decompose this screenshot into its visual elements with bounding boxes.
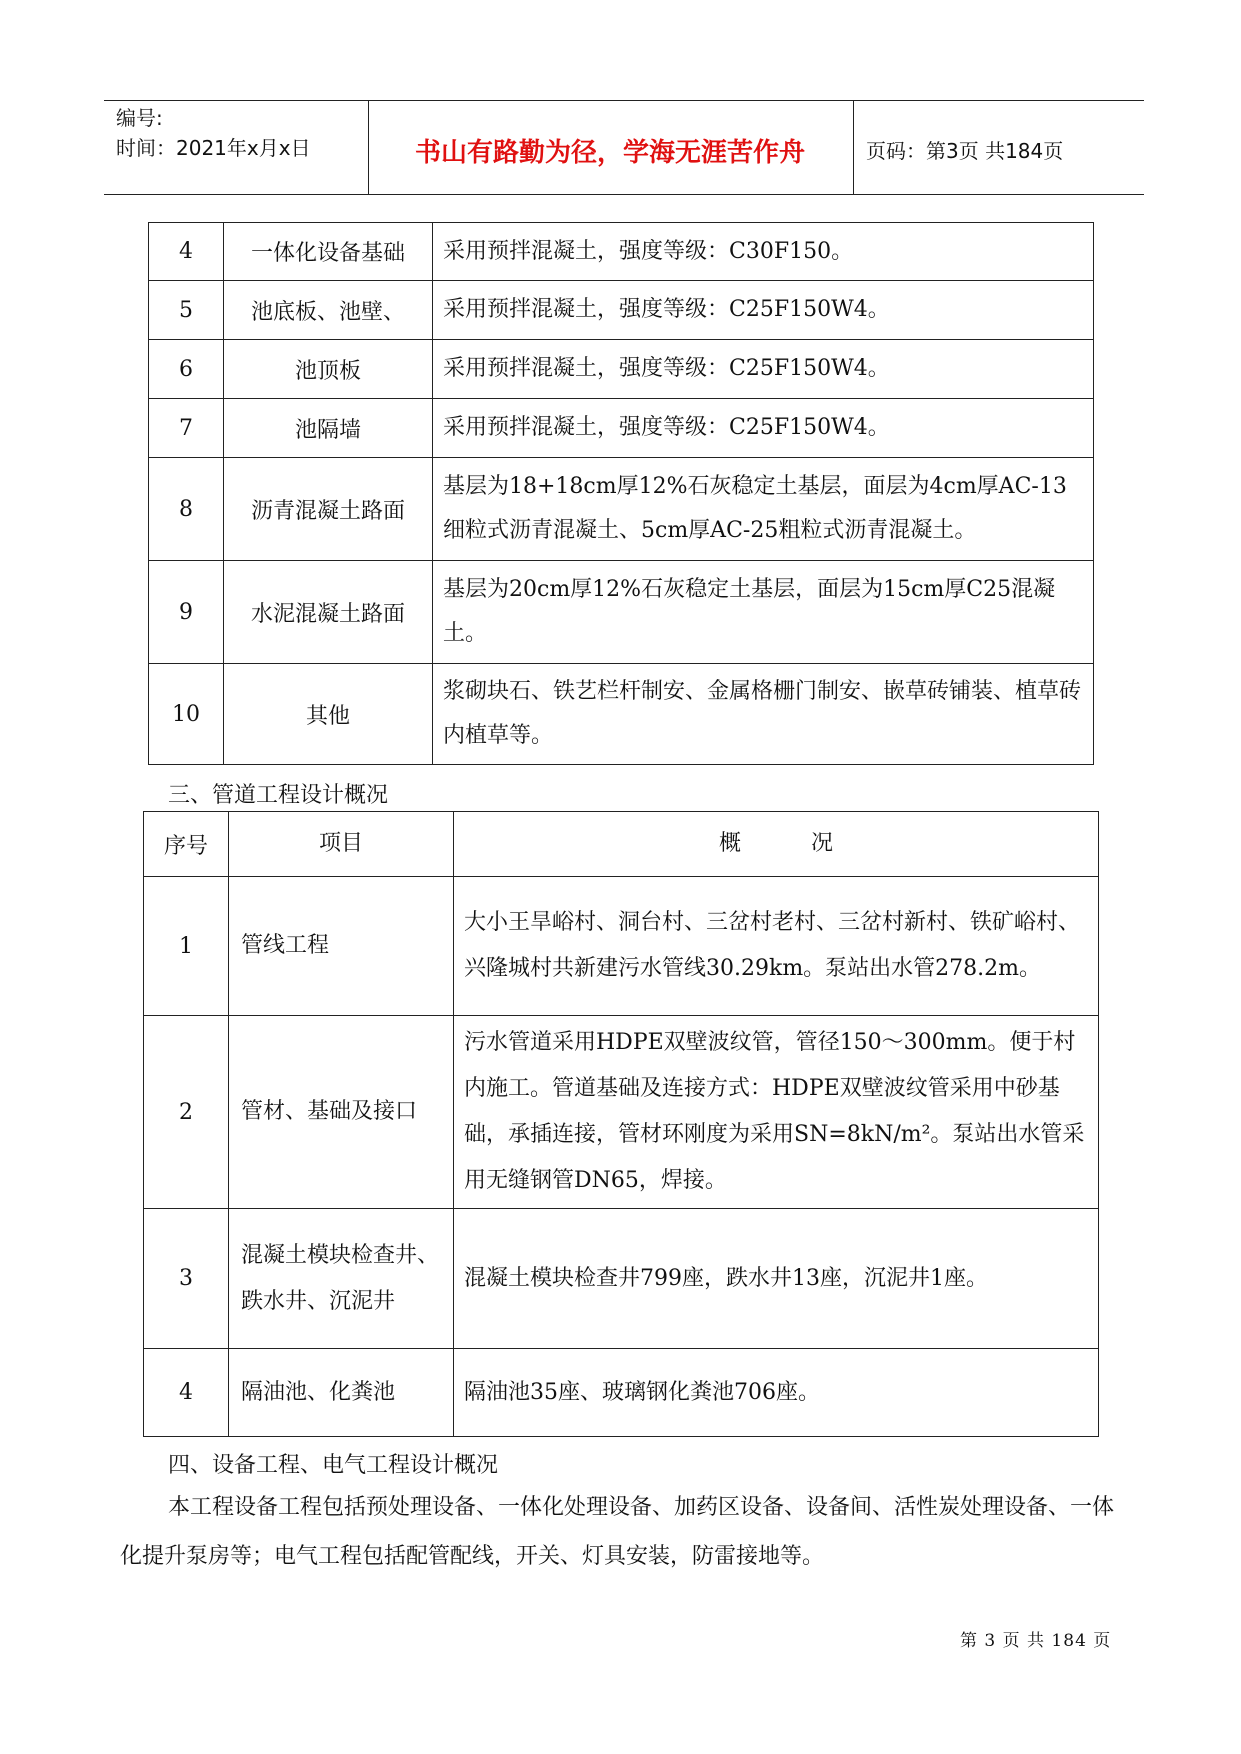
- section-3-title: 三、管道工程设计概况: [168, 783, 389, 808]
- row-description: 采用预拌混凝土，强度等级：C30F150。: [433, 223, 1094, 281]
- table-row: [144, 1349, 1099, 1437]
- header-description: 概 况: [454, 812, 1099, 877]
- table-row: [149, 223, 1094, 281]
- table-row: [144, 877, 1099, 1016]
- row-number: 3: [144, 1209, 229, 1349]
- row-description: 采用预拌混凝土，强度等级：C25F150W4。: [433, 281, 1094, 340]
- row-description: 浆砌块石、铁艺栏杆制安、金属格栅门制安、嵌草砖铺装、植草砖内植草等。: [433, 664, 1094, 765]
- row-number: 8: [149, 458, 224, 561]
- table-row: [149, 561, 1094, 664]
- header-divider-right: [853, 100, 854, 194]
- row-description: 基层为18+18cm厚12%石灰稳定土基层，面层为4cm厚AC-13细粒式沥青混凝土、5cm厚AC-25粗粒式沥青混凝土。: [433, 458, 1094, 561]
- row-number: 9: [149, 561, 224, 664]
- row-description: 污水管道采用HDPE双壁波纹管，管径150～300mm。便于村内施工。管道基础及连接方式：HDPE双壁波纹管采用中砂基础，承插连接，管材环刚度为采用SN=8kN/m²。泵站出水管采用无缝钢管DN65，焊接。: [454, 1016, 1099, 1209]
- document-time-label: 时间：2021年x月x日: [116, 136, 311, 160]
- header-top-rule: [104, 100, 1144, 101]
- materials-table: [148, 222, 1094, 765]
- table-row: [149, 281, 1094, 340]
- row-item: 管线工程: [229, 877, 454, 1016]
- row-item: 混凝土模块检查井、跌水井、沉泥井: [229, 1209, 454, 1349]
- row-item: 隔油池、化粪池: [229, 1349, 454, 1437]
- row-item: 水泥混凝土路面: [224, 561, 433, 664]
- row-item: 池隔墙: [224, 399, 433, 458]
- row-description: 大小王旱峪村、洞台村、三岔村老村、三岔村新村、铁矿峪村、兴隆城村共新建污水管线30.29km。泵站出水管278.2m。: [454, 877, 1099, 1016]
- table-row: [144, 1209, 1099, 1349]
- row-item: 池底板、池壁、: [224, 281, 433, 340]
- row-number: 5: [149, 281, 224, 340]
- row-description: 采用预拌混凝土，强度等级：C25F150W4。: [433, 399, 1094, 458]
- header-bottom-rule: [104, 194, 1144, 195]
- row-description: 采用预拌混凝土，强度等级：C25F150W4。: [433, 340, 1094, 399]
- pipeline-table: [143, 811, 1099, 1437]
- document-number-label: 编号:: [116, 106, 163, 130]
- row-description: 混凝土模块检查井799座，跌水井13座，沉泥井1座。: [454, 1209, 1099, 1349]
- row-item: 一体化设备基础: [224, 223, 433, 281]
- header-page-code: 页码：第3页 共184页: [866, 139, 1064, 163]
- header-left-block: [116, 103, 311, 163]
- section-4-title: 四、设备工程、电气工程设计概况: [168, 1453, 499, 1478]
- row-number: 7: [149, 399, 224, 458]
- header-item: 项目: [229, 812, 454, 877]
- section-4-body: 本工程设备工程包括预处理设备、一体化处理设备、加药区设备、设备间、活性炭处理设备、一体化提升泵房等；电气工程包括配管配线，开关、灯具安装，防雷接地等。: [120, 1495, 1115, 1569]
- row-number: 4: [149, 223, 224, 281]
- row-number: 6: [149, 340, 224, 399]
- row-item: 管材、基础及接口: [229, 1016, 454, 1209]
- header-divider-left: [368, 100, 369, 194]
- page-footer: 第 3 页 共 184 页: [960, 1631, 1112, 1651]
- header-motto: 书山有路勤为径，学海无涯苦作舟: [414, 138, 805, 168]
- row-description: 隔油池35座、玻璃钢化粪池706座。: [454, 1349, 1099, 1437]
- row-number: 4: [144, 1349, 229, 1437]
- row-description: 基层为20cm厚12%石灰稳定土基层，面层为15cm厚C25混凝土。: [433, 561, 1094, 664]
- table-row: [144, 1016, 1099, 1209]
- table-row: [149, 340, 1094, 399]
- table-header-row: [144, 812, 1099, 877]
- row-number: 1: [144, 877, 229, 1016]
- row-item: 其他: [224, 664, 433, 765]
- header-number: 序号: [144, 812, 229, 877]
- table-row: [149, 399, 1094, 458]
- table-row: [149, 664, 1094, 765]
- row-item: 沥青混凝土路面: [224, 458, 433, 561]
- row-number: 10: [149, 664, 224, 765]
- row-item: 池顶板: [224, 340, 433, 399]
- row-number: 2: [144, 1016, 229, 1209]
- table-row: [149, 458, 1094, 561]
